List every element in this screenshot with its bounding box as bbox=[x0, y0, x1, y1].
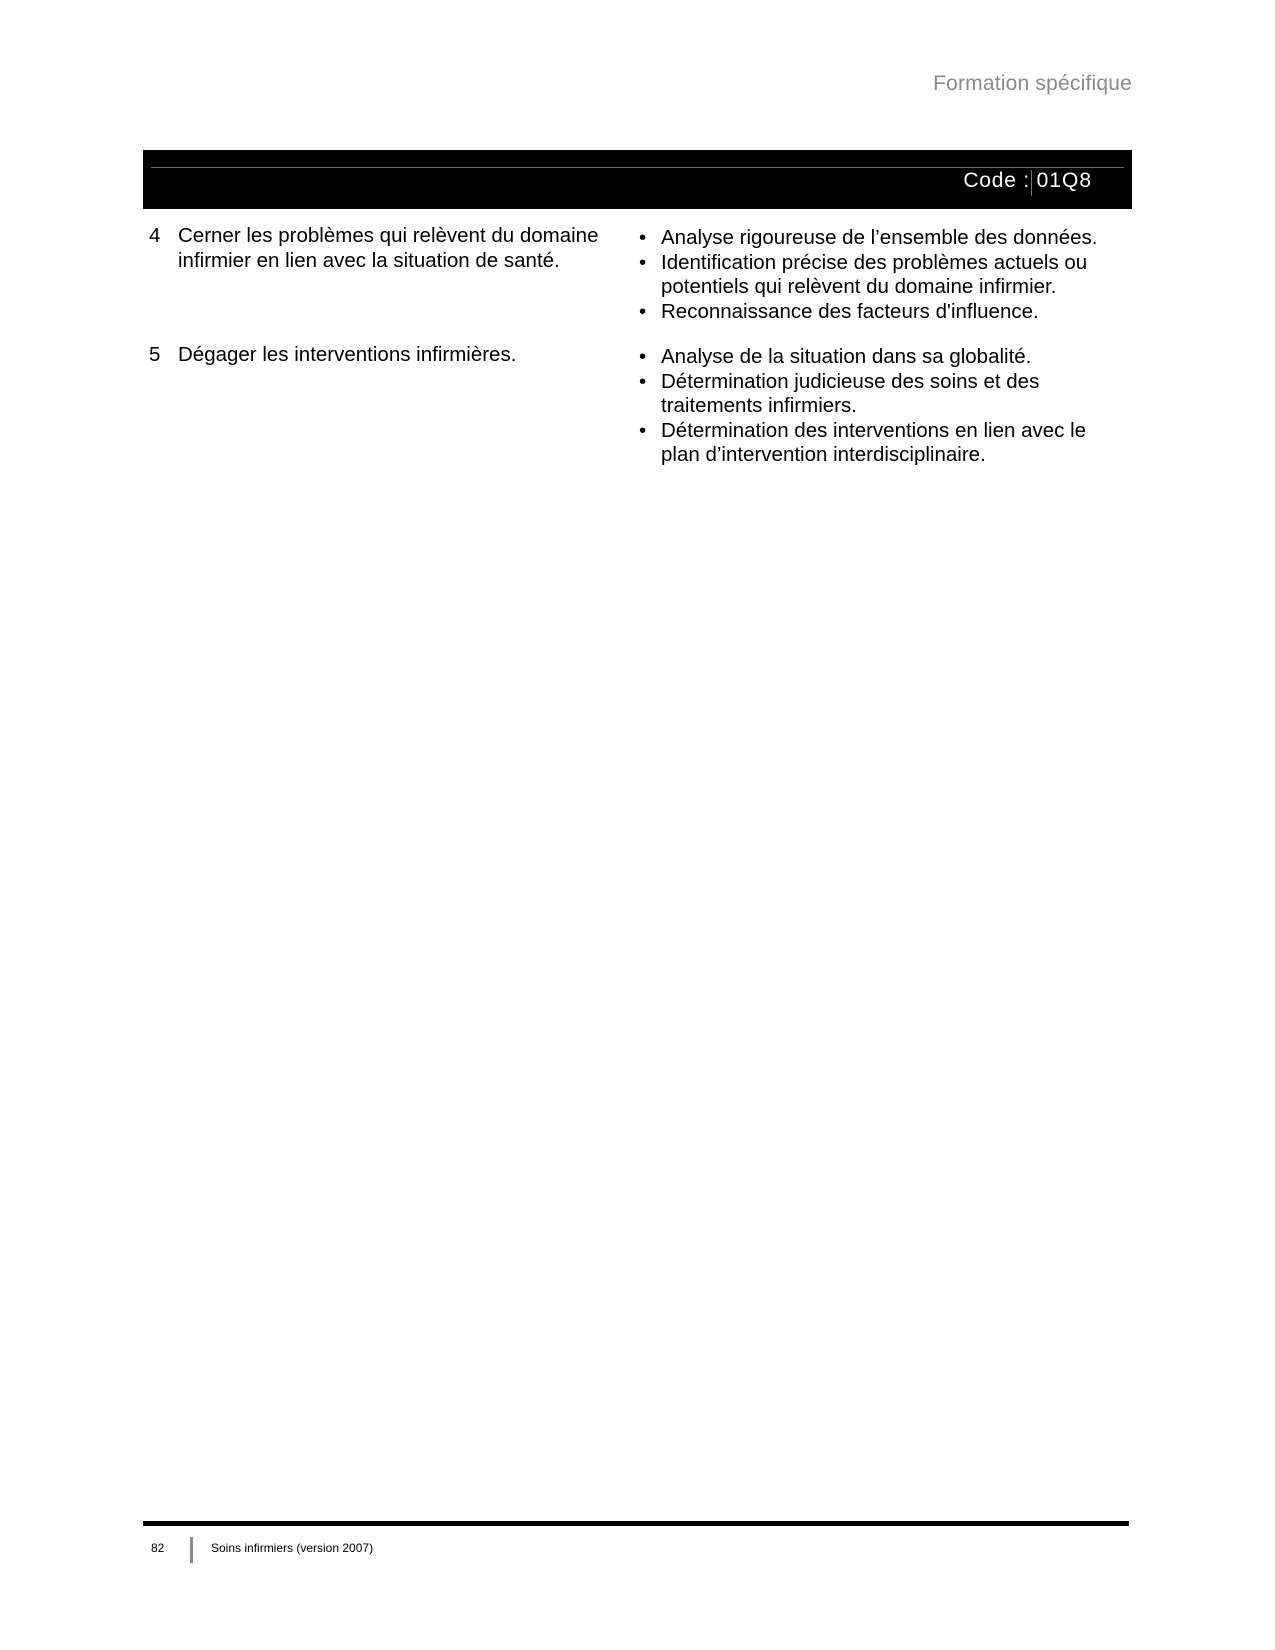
bullet-icon: • bbox=[639, 418, 647, 442]
criterion-item bbox=[639, 419, 1119, 468]
footer-rule bbox=[143, 1521, 1129, 1526]
code-value: 01Q8 bbox=[1036, 169, 1092, 192]
code-separator bbox=[1031, 170, 1032, 196]
bullet-icon: • bbox=[639, 299, 647, 323]
bullet-icon: • bbox=[639, 250, 647, 274]
criterion-item bbox=[639, 370, 1119, 419]
element-number: 4 bbox=[149, 224, 161, 247]
criterion-text: Identification précise des problèmes actuels ou potentiels qui relèvent du domaine infirmier. bbox=[661, 250, 1088, 298]
bullet-icon: • bbox=[639, 345, 647, 368]
running-header: Formation spécifique bbox=[933, 72, 1132, 95]
element-text: Cerner les problèmes qui relèvent du domaine infirmier en lien avec la situation de santé. bbox=[178, 224, 599, 272]
criterion-item bbox=[639, 251, 1119, 300]
bullet-icon: • bbox=[639, 369, 647, 393]
footer-divider bbox=[190, 1537, 193, 1563]
criterion-text: Reconnaissance des facteurs d'influence. bbox=[661, 299, 1039, 323]
page-number: 82 bbox=[151, 1541, 165, 1555]
document-title: Soins infirmiers (version 2007) bbox=[211, 1541, 374, 1555]
criterion-text: Analyse de la situation dans sa globalité. bbox=[661, 345, 1032, 368]
element-text: Dégager les interventions infirmières. bbox=[178, 343, 517, 366]
criterion-item bbox=[639, 300, 1119, 325]
bullet-icon: • bbox=[639, 226, 647, 249]
code-label: Code : bbox=[963, 169, 1030, 192]
code-bar-rule bbox=[151, 167, 1124, 168]
code-bar bbox=[143, 150, 1132, 209]
criterion-text: Analyse rigoureuse de l’ensemble des données. bbox=[661, 226, 1098, 249]
element-number: 5 bbox=[149, 343, 161, 366]
criterion-item bbox=[639, 226, 1119, 251]
criterion-item bbox=[639, 345, 1119, 370]
criterion-text: Détermination judicieuse des soins et des traitements infirmiers. bbox=[661, 369, 1040, 417]
performance-criteria-list bbox=[639, 345, 1119, 468]
criterion-text: Détermination des interventions en lien avec le plan d’intervention interdisciplinaire. bbox=[661, 418, 1087, 466]
performance-criteria-list bbox=[639, 226, 1119, 324]
